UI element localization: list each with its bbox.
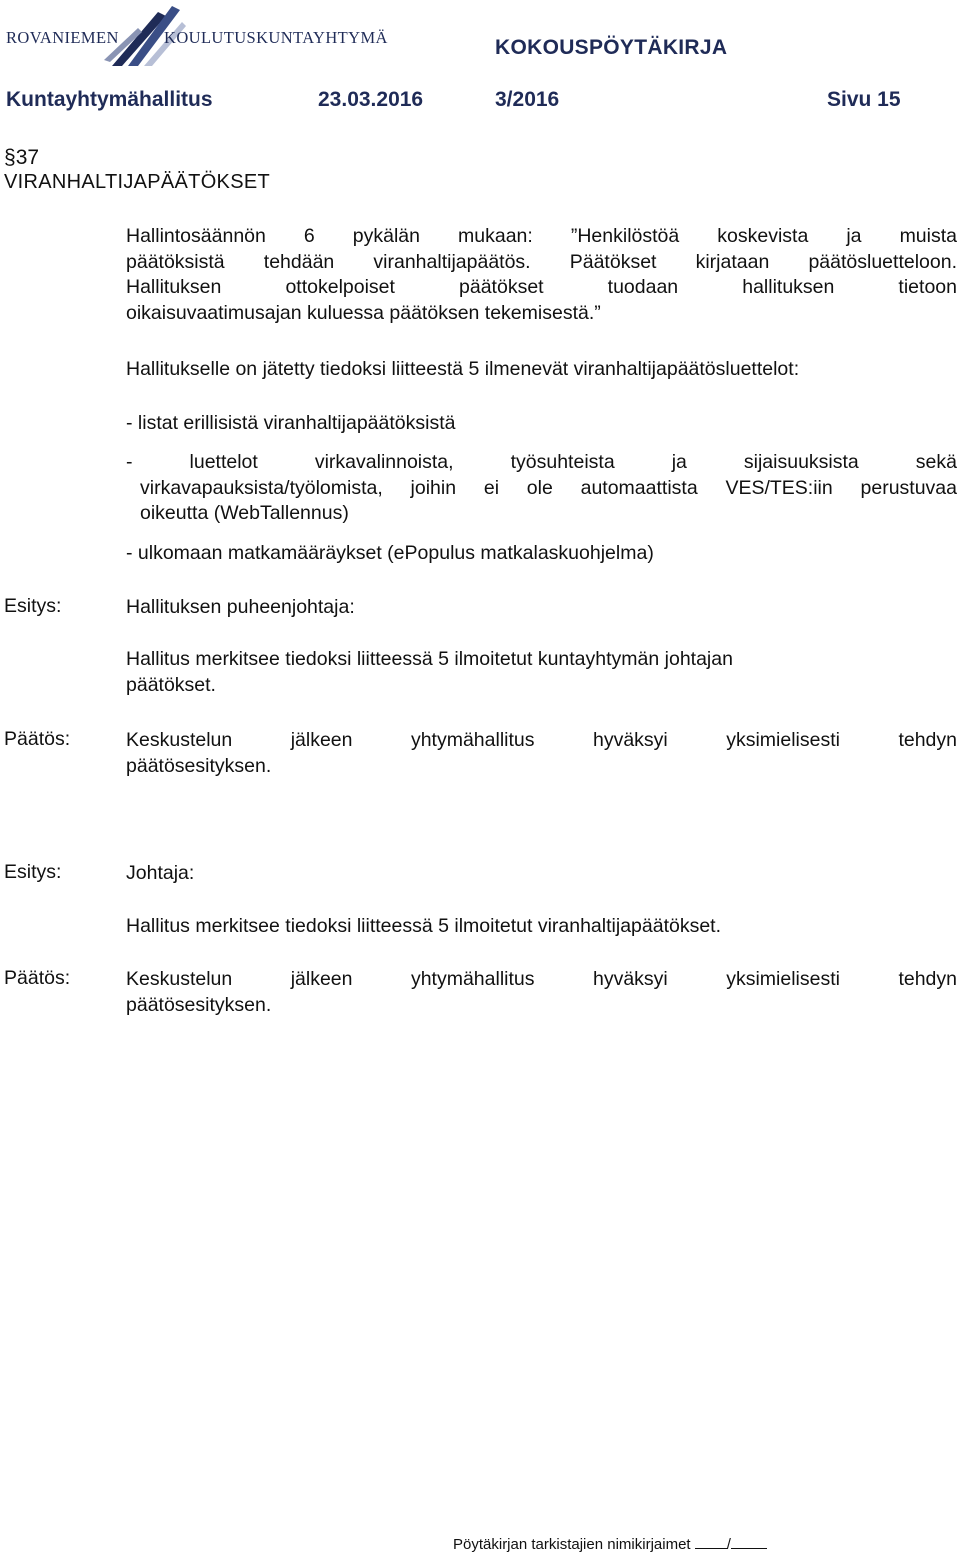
- decision-text: [126, 967, 957, 1018]
- decision-line: päätösesityksen.: [126, 993, 272, 1016]
- list-item: [126, 450, 957, 476]
- decision-line: Keskustelun jälkeen yhtymähallitus hyväksyi yksimielisesti tehdyn: [126, 729, 957, 751]
- list-item-line: virkavapauksista/työlomista, joihin ei ole automaattista VES/TES:iin perustuvaa: [140, 476, 957, 499]
- header-date: 23.03.2016: [318, 88, 424, 111]
- intro-paragraph: [126, 224, 957, 326]
- section-number-value: 37: [15, 146, 40, 169]
- proposal-label: Esitys:: [4, 595, 62, 617]
- intro-line: oikaisuvaatimusajan kuluessa päätöksen tekemisestä.”: [126, 301, 601, 324]
- header-body: Kuntayhtymähallitus: [6, 88, 213, 111]
- decision-line: päätösesityksen.: [126, 754, 272, 777]
- proposal-label: Esitys:: [4, 861, 62, 883]
- notice-paragraph: Hallitukselle on jätetty tiedoksi liitteestä 5 ilmenevät viranhaltijapäätösluettelot:: [126, 358, 800, 380]
- list-item-continuation: [140, 476, 957, 527]
- list-item-line: - luettelot virkavalinnoista, työsuhteista ja sijaisuuksista sekä: [126, 451, 957, 473]
- initials-blank[interactable]: [731, 1547, 767, 1549]
- intro-line: Hallintosäännön 6 pykälän mukaan: ”Henkilöstöä koskevista ja muista: [126, 225, 957, 247]
- footer-initials: [453, 1536, 767, 1553]
- org-name-first: ROVANIEMEN: [6, 28, 119, 47]
- section-title: VIRANHALTIJAPÄÄTÖKSET: [4, 171, 270, 193]
- intro-line: Hallituksen ottokelpoiset päätökset tuodaan hallituksen tietoon: [126, 276, 957, 298]
- org-logo-text-second: [164, 28, 388, 48]
- decision-text: [126, 728, 957, 779]
- proposal-presenter: Johtaja:: [126, 862, 195, 884]
- proposal-presenter: Hallituksen puheenjohtaja:: [126, 596, 355, 618]
- footer-text: Pöytäkirjan tarkistajien nimikirjaimet: [453, 1536, 691, 1553]
- decision-label: Päätös:: [4, 967, 71, 989]
- list-item: - listat erillisistä viranhaltijapäätöksistä: [126, 412, 456, 434]
- initials-blank[interactable]: [695, 1547, 727, 1549]
- decision-line: Keskustelun jälkeen yhtymähallitus hyväksyi yksimielisesti tehdyn: [126, 968, 957, 990]
- proposal-text: [126, 647, 957, 698]
- footer-separator: /: [726, 1536, 731, 1553]
- proposal-text: Hallitus merkitsee tiedoksi liitteessä 5 ilmoitetut viranhaltijapäätökset.: [126, 915, 722, 937]
- proposal-line: päätökset.: [126, 673, 216, 696]
- document-type: KOKOUSPÖYTÄKIRJA: [495, 36, 728, 59]
- org-name-second: KOULUTUSKUNTAYHTYMÄ: [164, 28, 388, 47]
- intro-line: päätöksistä tehdään viranhaltijapäätös. Päätökset kirjataan päätösluetteloon.: [126, 250, 957, 273]
- decision-label: Päätös:: [4, 728, 71, 750]
- list-item-line: oikeutta (WebTallennus): [140, 502, 349, 524]
- header-meeting: 3/2016: [495, 88, 560, 111]
- list-item: - ulkomaan matkamääräykset (ePopulus matkalaskuohjelma): [126, 542, 654, 564]
- section-number: [4, 146, 39, 170]
- section-symbol: §: [4, 146, 16, 169]
- header-page: Sivu 15: [827, 88, 901, 111]
- proposal-line: Hallitus merkitsee tiedoksi liitteessä 5 ilmoitetut kuntayhtymän johtajan: [126, 648, 733, 670]
